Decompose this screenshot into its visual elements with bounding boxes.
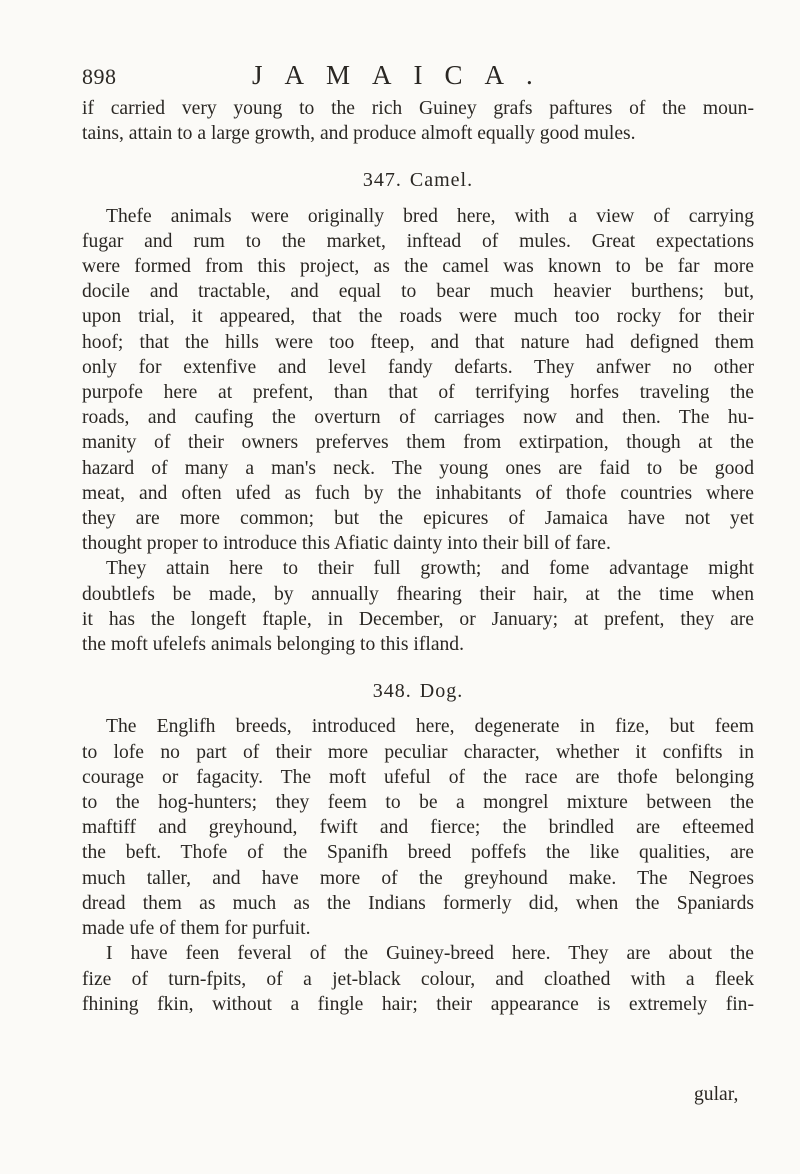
text-line: made ufe of them for purfuit.	[82, 918, 311, 940]
text-line: to lofe no part of their more peculiar character, whether it confifts in	[82, 741, 754, 763]
text-line: to the hog-hunters; they feem to be a mongrel mixture between the	[82, 792, 754, 814]
text-line: were formed from this project, as the camel was known to be far more	[82, 256, 754, 278]
text-line: manity of their owners preferves them from extirpation, though at the	[82, 432, 754, 454]
text-line: courage or fagacity. The moft ufeful of the race are thofe belonging	[82, 766, 754, 788]
catchword: gular,	[694, 1084, 739, 1105]
section-number: 348.	[372, 680, 412, 703]
text-line: fugar and rum to the market, inftead of mules. Great expectations	[82, 230, 754, 252]
text-line: The Englifh breeds, introduced here, degenerate in fize, but feem	[106, 716, 754, 738]
text-line: maftiff and greyhound, fwift and fierce; the brindled are efteemed	[82, 817, 754, 839]
section-heading-dog	[82, 679, 754, 704]
text-line: it has the longeft ftaple, in December, or January; at prefent, they are	[82, 608, 754, 630]
text-line: Thefe animals were originally bred here, with a view of carrying	[106, 205, 754, 227]
text-line: fize of turn-fpits, of a jet-black colour, and cloathed with a fleek	[82, 968, 754, 990]
section-title: Dog.	[419, 680, 464, 703]
body-text	[82, 96, 754, 1017]
text-line: the beft. Thofe of the Spanifh breed poffefs the like qualities, are	[82, 842, 754, 864]
text-line: roads, and caufing the overturn of carriages now and then. The hu-	[82, 407, 754, 429]
text-line: fhining fkin, without a fingle hair; their appearance is extremely fin-	[82, 993, 754, 1015]
text-line: I have feen feveral of the Guiney-breed here. They are about the	[106, 943, 754, 965]
text-line: purpofe here at prefent, than that of terrifying horfes traveling the	[82, 382, 754, 404]
text-line: the moft ufelefs animals belonging to this ifland.	[82, 634, 465, 656]
section-title: Camel.	[409, 169, 474, 192]
text-line: if carried very young to the rich Guiney grafs paftures of the moun-	[82, 98, 754, 119]
running-title: JAMAICA.	[252, 60, 555, 90]
text-line: upon trial, it appeared, that the roads were much too rocky for their	[82, 306, 754, 328]
page-number: 898	[82, 64, 117, 89]
text-line: much taller, and have more of the greyhound make. The Negroes	[82, 867, 754, 889]
text-line: hoof; that the hills were too fteep, and that nature had defigned them	[82, 331, 754, 353]
text-line: They attain here to their full growth; and fome advantage might	[106, 558, 754, 580]
text-line: docile and tractable, and equal to bear much heavier burthens; but,	[82, 281, 754, 303]
text-line: tains, attain to a large growth, and produce almoft equally good mules.	[82, 123, 636, 145]
text-line: dread them as much as the Indians formerly did, when the Spaniards	[82, 892, 754, 914]
text-line: hazard of many a man's neck. The young ones are faid to be good	[82, 457, 754, 479]
section-heading-camel	[82, 168, 754, 193]
text-line: they are more common; but the epicures of Jamaica have not yet	[82, 508, 754, 530]
text-line: only for extenfive and level fandy defarts. They anfwer no other	[82, 356, 754, 378]
running-head	[82, 60, 762, 96]
text-line: doubtlefs be made, by annually fhearing their hair, at the time when	[82, 583, 754, 605]
section-number: 347.	[362, 169, 402, 192]
text-line: meat, and often ufed as fuch by the inhabitants of thofe countries where	[82, 482, 754, 504]
text-line: thought proper to introduce this Afiatic dainty into their bill of fare.	[82, 533, 611, 555]
